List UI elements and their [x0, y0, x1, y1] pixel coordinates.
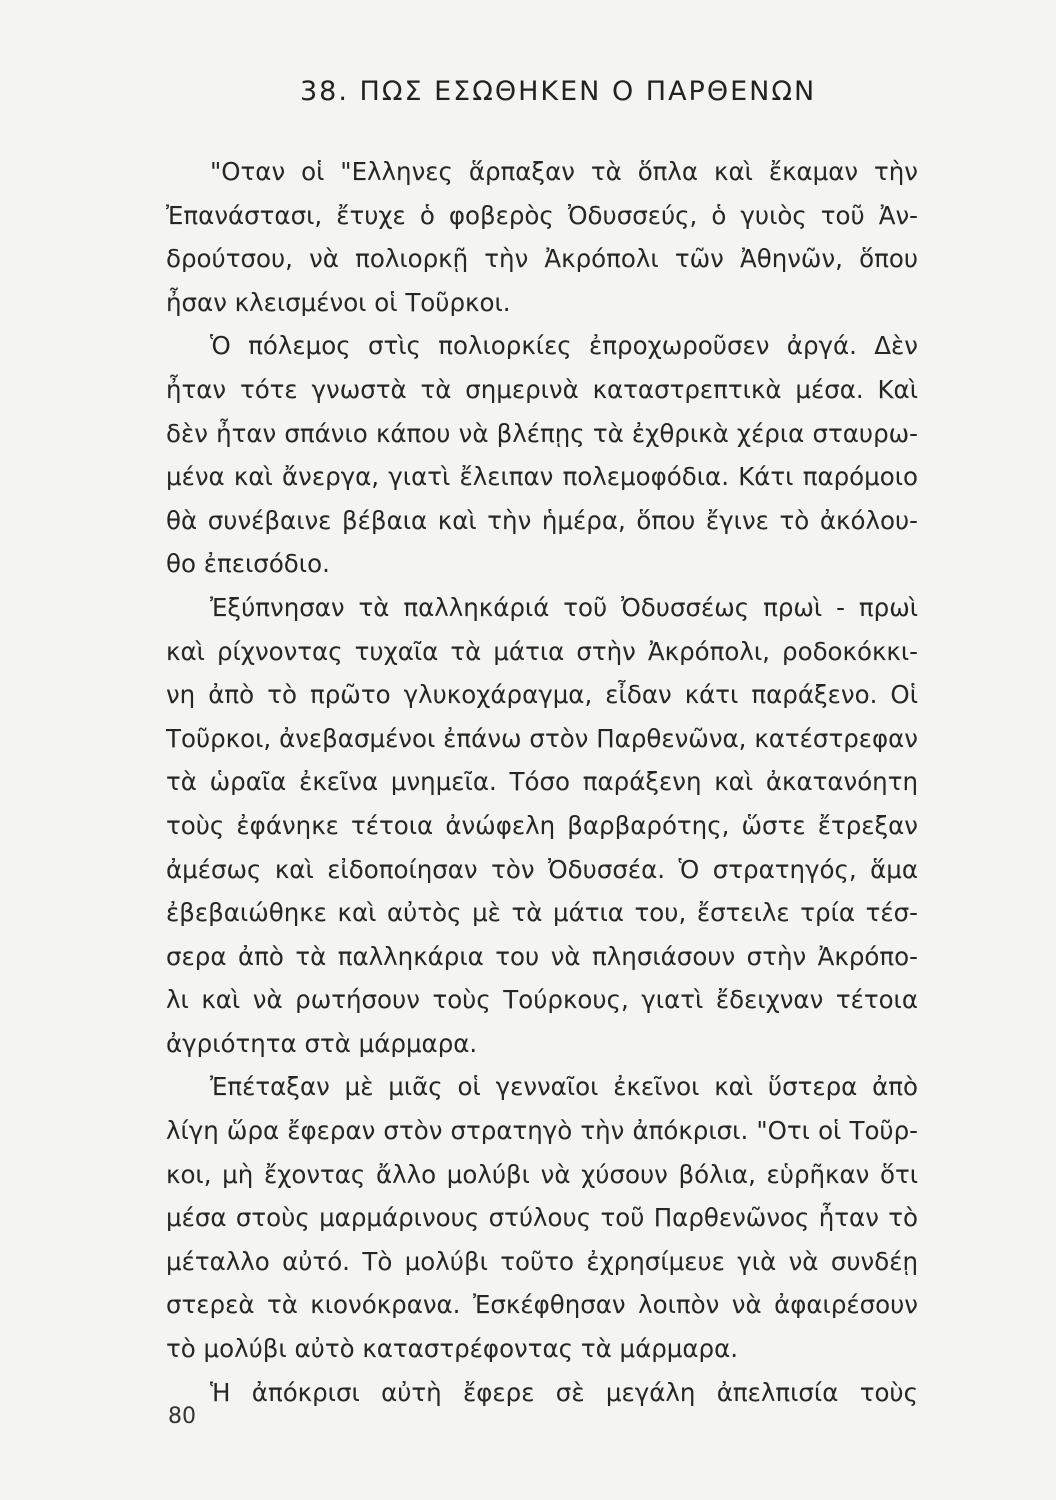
page-number: 80: [168, 1404, 196, 1429]
text-line: θὰ συνέβαινε βέβαια καὶ τὴν ἡμέρα, ὅπου ἔγινε τὸ ἀκόλου-: [166, 505, 918, 535]
text-line: ἀγριότητα στὰ μάρμαρα.: [166, 1028, 478, 1058]
text-line: τὰ ὡραῖα ἐκεῖνα μνημεῖα. Τόσο παράξενη καὶ ἀκατανόητη: [166, 767, 918, 797]
text-line: ἐβεβαιώθηκε καὶ αὐτὸς μὲ τὰ μάτια του, ἔστειλε τρία τέσ-: [166, 898, 918, 928]
text-line: Τοῦρκοι, ἀνεβασμένοι ἐπάνω στὸν Παρθενῶνα, κατέστρεφαν: [166, 723, 918, 753]
text-line: σερα ἀπὸ τὰ παλληκάρια του νὰ πλησιάσουν στὴν Ἀκρόπο-: [166, 941, 918, 971]
chapter-title: 38. ΠΩΣ ΕΣΩΘΗΚΕΝ Ο ΠΑΡΘΕΝΩΝ: [300, 76, 817, 107]
text-line: Ἡ ἀπόκρισι αὐτὴ ἔφερε σὲ μεγάλη ἀπελπισία τοὺς: [210, 1377, 918, 1407]
text-line: τοὺς ἐφάνηκε τέτοια ἀνώφελη βαρβαρότης, ὥστε ἔτρεξαν: [166, 810, 918, 840]
text-line: Ἐπανάστασι, ἔτυχε ὁ φοβερὸς Ὀδυσσεύς, ὁ γυιὸς τοῦ Ἀν-: [166, 200, 918, 230]
text-line: δὲν ἦταν σπάνιο κάπου νὰ βλέπῃς τὰ ἐχθρικὰ χέρια σταυρω-: [166, 418, 918, 448]
text-line: μένα καὶ ἄνεργα, γιατὶ ἔλειπαν πολεμοφόδια. Κάτι παρόμοιο: [166, 462, 918, 492]
text-line: ἀμέσως καὶ εἰδοποίησαν τὸν Ὀδυσσέα. Ὁ στρατηγός, ἅμα: [166, 854, 918, 884]
body-text: [166, 150, 918, 1414]
text-line: τὸ μολύβι αὐτὸ καταστρέφοντας τὰ μάρμαρα.: [166, 1334, 739, 1364]
text-line: στερεὰ τὰ κιονόκρανα. Ἐσκέφθησαν λοιπὸν νὰ ἀφαιρέσουν: [166, 1290, 918, 1320]
text-line: λίγη ὥρα ἔφεραν στὸν στρατηγὸ τὴν ἀπόκρισι. "Οτι οἱ Τοῦρ-: [166, 1116, 918, 1146]
text-line: μέταλλο αὐτό. Τὸ μολύβι τοῦτο ἐχρησίμευε γιὰ νὰ συνδέῃ: [166, 1246, 918, 1276]
text-line: λι καὶ νὰ ρωτήσουν τοὺς Τούρκους, γιατὶ ἔδειχναν τέτοια: [166, 985, 918, 1015]
text-line: μέσα στοὺς μαρμάρινους στύλους τοῦ Παρθενῶνος ἦταν τὸ: [166, 1203, 918, 1233]
text-line: κοι, μὴ ἔχοντας ἄλλο μολύβι νὰ χύσουν βόλια, εὑρῆκαν ὅτι: [166, 1159, 918, 1189]
text-line: Ὁ πόλεμος στὶς πολιορκίες ἐπροχωροῦσεν ἀργά. Δὲν: [210, 331, 918, 361]
text-line: ἦσαν κλεισμένοι οἱ Τοῦρκοι.: [166, 287, 511, 317]
text-line: Ἐξύπνησαν τὰ παλληκάριά τοῦ Ὀδυσσέως πρωὶ - πρωὶ: [210, 592, 918, 622]
text-line: ἦταν τότε γνωστὰ τὰ σημερινὰ καταστρεπτικὰ μέσα. Καὶ: [166, 374, 918, 404]
text-line: θο ἐπεισόδιο.: [166, 549, 330, 579]
text-line: δρούτσου, νὰ πολιορκῇ τὴν Ἀκρόπολι τῶν Ἀθηνῶν, ὅπου: [166, 244, 918, 274]
text-line: Ἐπέταξαν μὲ μιᾶς οἱ γενναῖοι ἐκεῖνοι καὶ ὕστερα ἀπὸ: [210, 1072, 918, 1102]
text-line: καὶ ρίχνοντας τυχαῖα τὰ μάτια στὴν Ἀκρόπολι, ροδοκόκκι-: [166, 636, 918, 666]
text-line: νη ἀπὸ τὸ πρῶτο γλυκοχάραγμα, εἶδαν κάτι παράξενο. Οἱ: [166, 680, 918, 710]
text-line: "Οταν οἱ "Ελληνες ἅρπαξαν τὰ ὅπλα καὶ ἔκαμαν τὴν: [210, 157, 918, 186]
